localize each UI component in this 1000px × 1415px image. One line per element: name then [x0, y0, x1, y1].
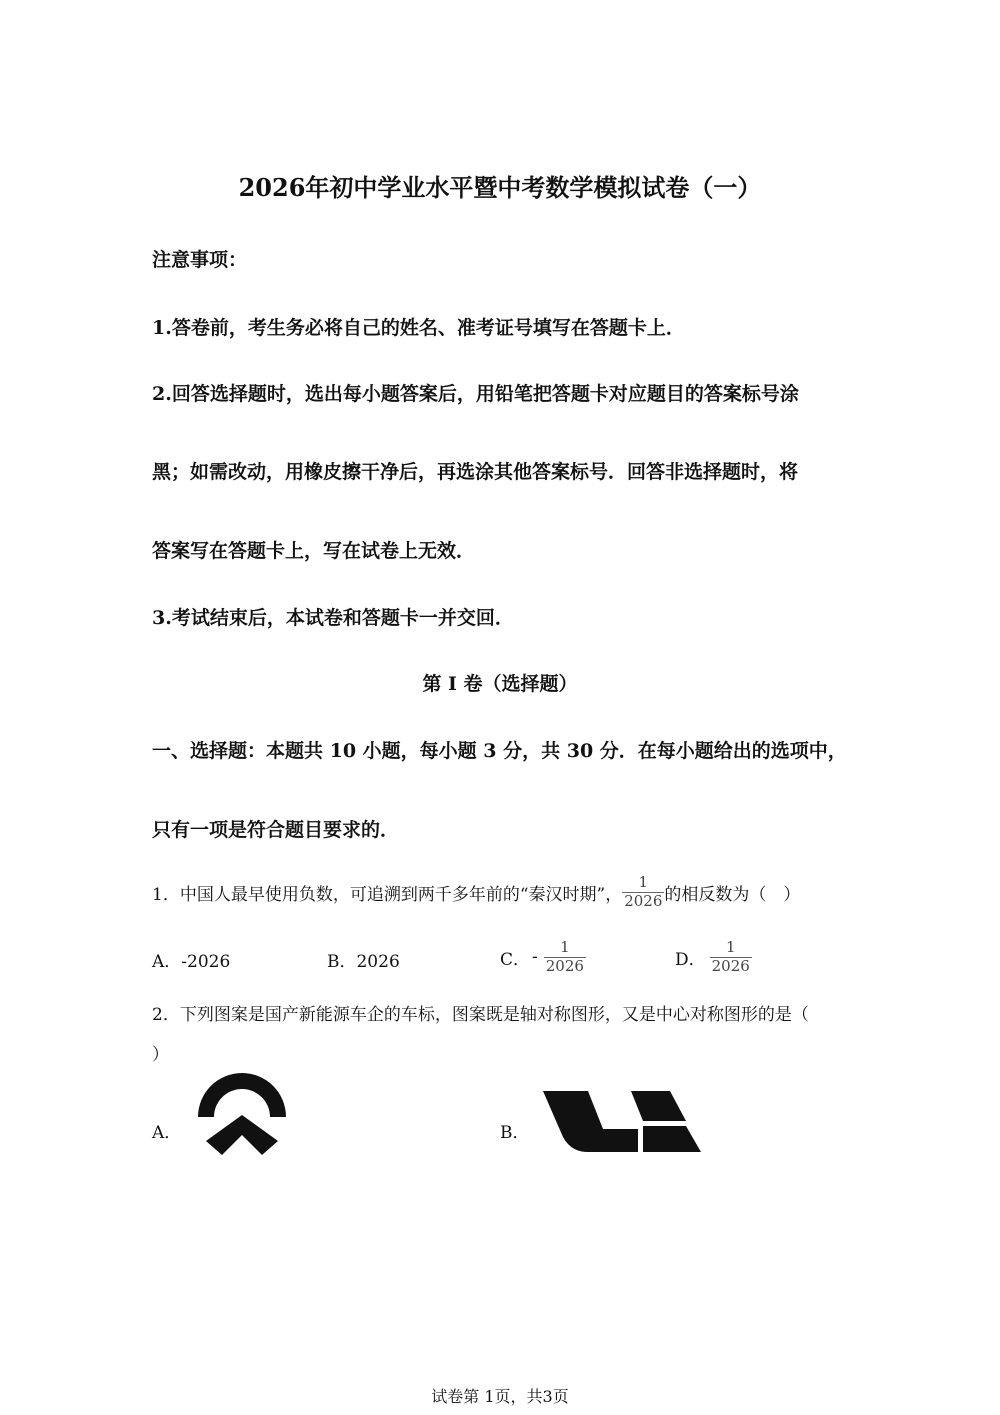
question-2-option-a-label: A．: [152, 1123, 182, 1143]
fraction-numerator: 1: [560, 938, 570, 957]
option-d-label: D．: [675, 949, 706, 970]
fraction-numerator: 1: [638, 873, 649, 892]
fraction-denominator: 2026: [624, 891, 663, 910]
nio-logo-icon: [196, 1073, 288, 1157]
page-title: 2026年初中学业水平暨中考数学模拟试卷（一）: [238, 173, 762, 202]
notice-item-3: 3.考试结束后，本试卷和答题卡一并交回．: [152, 607, 514, 629]
notice-item-1: 1.答卷前，考生务必将自己的姓名、准考证号填写在答题卡上．: [152, 317, 685, 339]
notice-item-2-line-3: 答案写在答题卡上，写在试卷上无效．: [152, 540, 476, 562]
question-1-option-d: [675, 933, 752, 981]
option-c-label: C．: [500, 949, 531, 970]
notice-item-2-line-2: 黑；如需改动，用橡皮擦干净后，再选涂其他答案标号．回答非选择题时，将: [152, 461, 799, 483]
question-2-text-line-1: 2．下列图案是国产新能源车企的车标，图案既是轴对称图形，又是中心对称图形的是（: [152, 1005, 809, 1025]
option-c-sign: -: [532, 947, 538, 967]
option-d-fraction: [710, 939, 752, 975]
li-auto-logo-icon: [543, 1089, 703, 1154]
notice-item-2-line-1: 2.回答选择题时，选出每小题答案后，用铅笔把答题卡对应题目的答案标号涂: [152, 383, 799, 405]
question-1-text-end: 的相反数为（ ）: [664, 884, 801, 905]
question-1-fraction: [622, 874, 664, 910]
question-1: [152, 868, 800, 916]
section-intro-line-1: 一、选择题：本题共 10 小题，每小题 3 分，共 30 分．在每小题给出的选项中，: [152, 740, 847, 762]
section-intro-line-2: 只有一项是符合题目要求的．: [152, 819, 400, 841]
question-1-option-c: [500, 933, 586, 981]
option-c-fraction: [544, 939, 586, 975]
section-heading: 第 I 卷（选择题）: [422, 673, 578, 695]
page-footer: 试卷第 1页，共3页: [431, 1387, 569, 1406]
question-1-option-b: B．2026: [327, 952, 400, 972]
question-2-option-b-label: B．: [500, 1123, 530, 1143]
notice-heading: 注意事项：: [152, 249, 248, 271]
question-2-text-line-2: ）: [152, 1045, 169, 1065]
fraction-denominator: 2026: [545, 956, 584, 975]
question-1-text: 1．中国人最早使用负数，可追溯到两千多年前的“秦汉时期”，: [152, 884, 623, 905]
question-1-option-a: A．-2026: [152, 952, 231, 972]
fraction-denominator: 2026: [711, 956, 750, 975]
fraction-numerator: 1: [725, 938, 736, 957]
